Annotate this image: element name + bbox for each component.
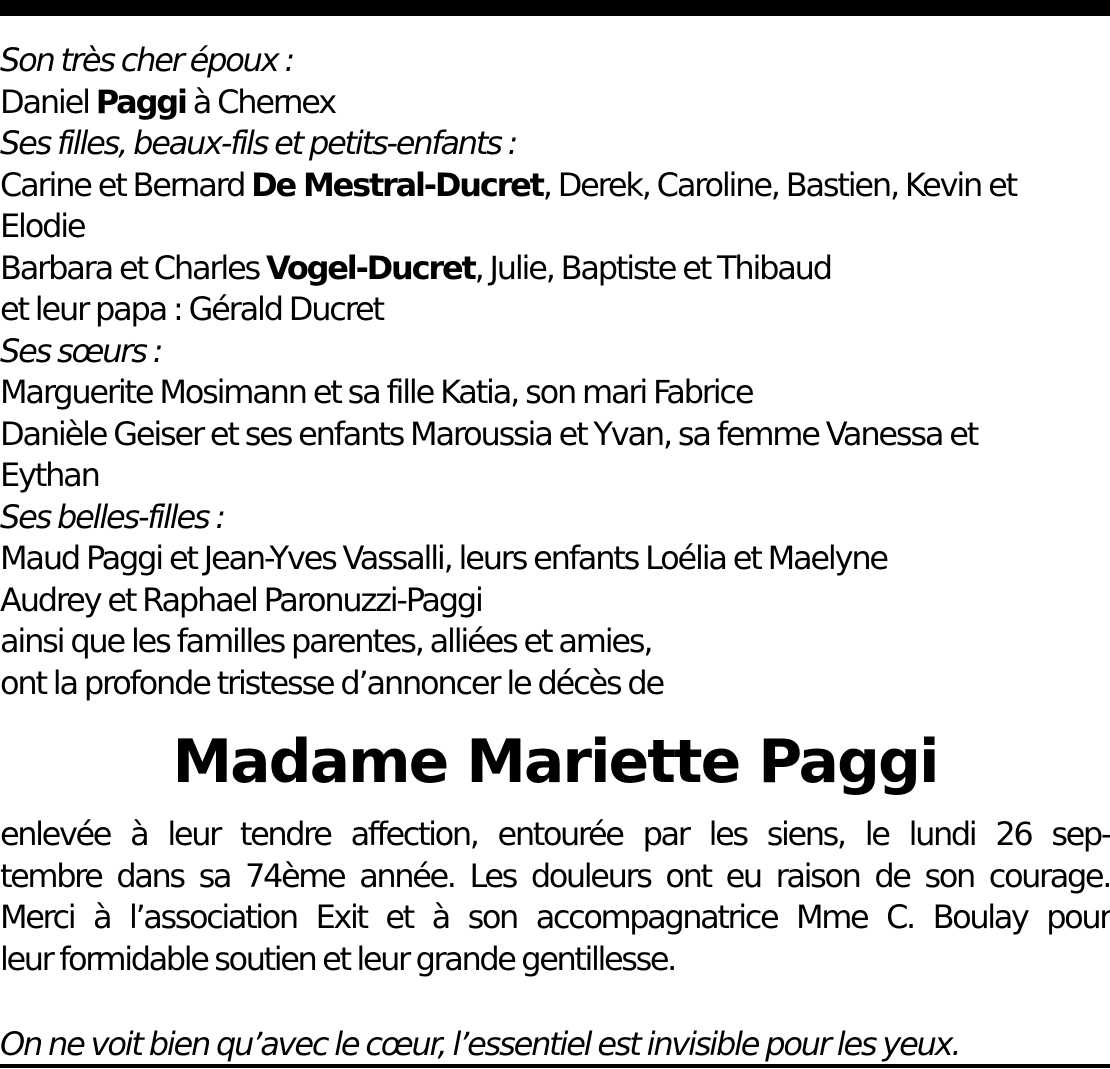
spouse-line: [0, 82, 1110, 124]
sister2-continuation: Eythan: [0, 456, 99, 494]
bottom-rule: [0, 1064, 1110, 1068]
spouse-heading: Son très cher époux :: [0, 41, 294, 79]
family1-line: [0, 165, 1110, 207]
top-rule: [0, 0, 1110, 16]
families-line: ainsi que les familles parentes, alliées et amies,: [0, 622, 652, 660]
sister1-line: Marguerite Mosimann et sa fille Katia, son mari Fabrice: [0, 373, 753, 411]
daughters-in-law-heading: Ses belles-filles :: [0, 497, 224, 536]
spouse-surname: Paggi: [95, 82, 186, 121]
paragraph-line-3: Merci à l’association Exit et à son accompagnatrice Mme C. Boulay pour: [0, 898, 1110, 936]
family2-line: [0, 248, 1110, 290]
paragraph-line-2: tembre dans sa 74ème année. Les douleurs ont eu raison de son courage.: [0, 856, 1110, 895]
sisters-heading: Ses sœurs :: [0, 331, 162, 370]
daughter-in-law2-line: Audrey et Raphael Paronuzzi-Paggi: [0, 580, 482, 619]
papa-line: et leur papa : Gérald Ducret: [0, 290, 383, 328]
family1-first: Carine et Bernard: [0, 165, 252, 204]
deceased-name: Madame Mariette Paggi: [172, 727, 938, 797]
closing-quote: On ne voit bien qu’avec le cœur, l’essentiel est invisible pour les yeux.: [0, 1025, 960, 1063]
daughters-heading: Ses filles, beaux-fils et petits-enfants :: [0, 124, 517, 162]
spacer: [0, 980, 1110, 1024]
spouse-rest: à Chernex: [185, 82, 335, 121]
announcement-line: ont la profonde tristesse d’annoncer le décès de: [0, 663, 663, 702]
family2-surname: Vogel-Ducret: [266, 248, 475, 287]
obituary-notice: [0, 40, 1110, 1066]
paragraph-line-4: leur formidable soutien et leur grande gentillesse.: [0, 939, 675, 978]
spouse-first: Daniel: [0, 82, 96, 121]
family1-surname: De Mestral-Ducret: [251, 165, 543, 204]
family1-continuation: Elodie: [0, 207, 85, 245]
death-paragraph: [0, 814, 1110, 980]
family2-first: Barbara et Charles: [0, 248, 266, 287]
family2-rest: , Julie, Baptiste et Thibaud: [474, 248, 831, 287]
paragraph-line-1: enlevée à leur tendre affection, entourée par les siens, le lundi 26 sep-: [0, 815, 1110, 853]
daughter-in-law1-line: Maud Paggi et Jean-Yves Vassalli, leurs enfants Loélia et Maelyne: [0, 539, 887, 577]
family1-rest: , Derek, Caroline, Bastien, Kevin et: [542, 165, 1016, 204]
sister2-line: Danièle Geiser et ses enfants Maroussia et Yvan, sa femme Vanessa et: [0, 414, 978, 453]
